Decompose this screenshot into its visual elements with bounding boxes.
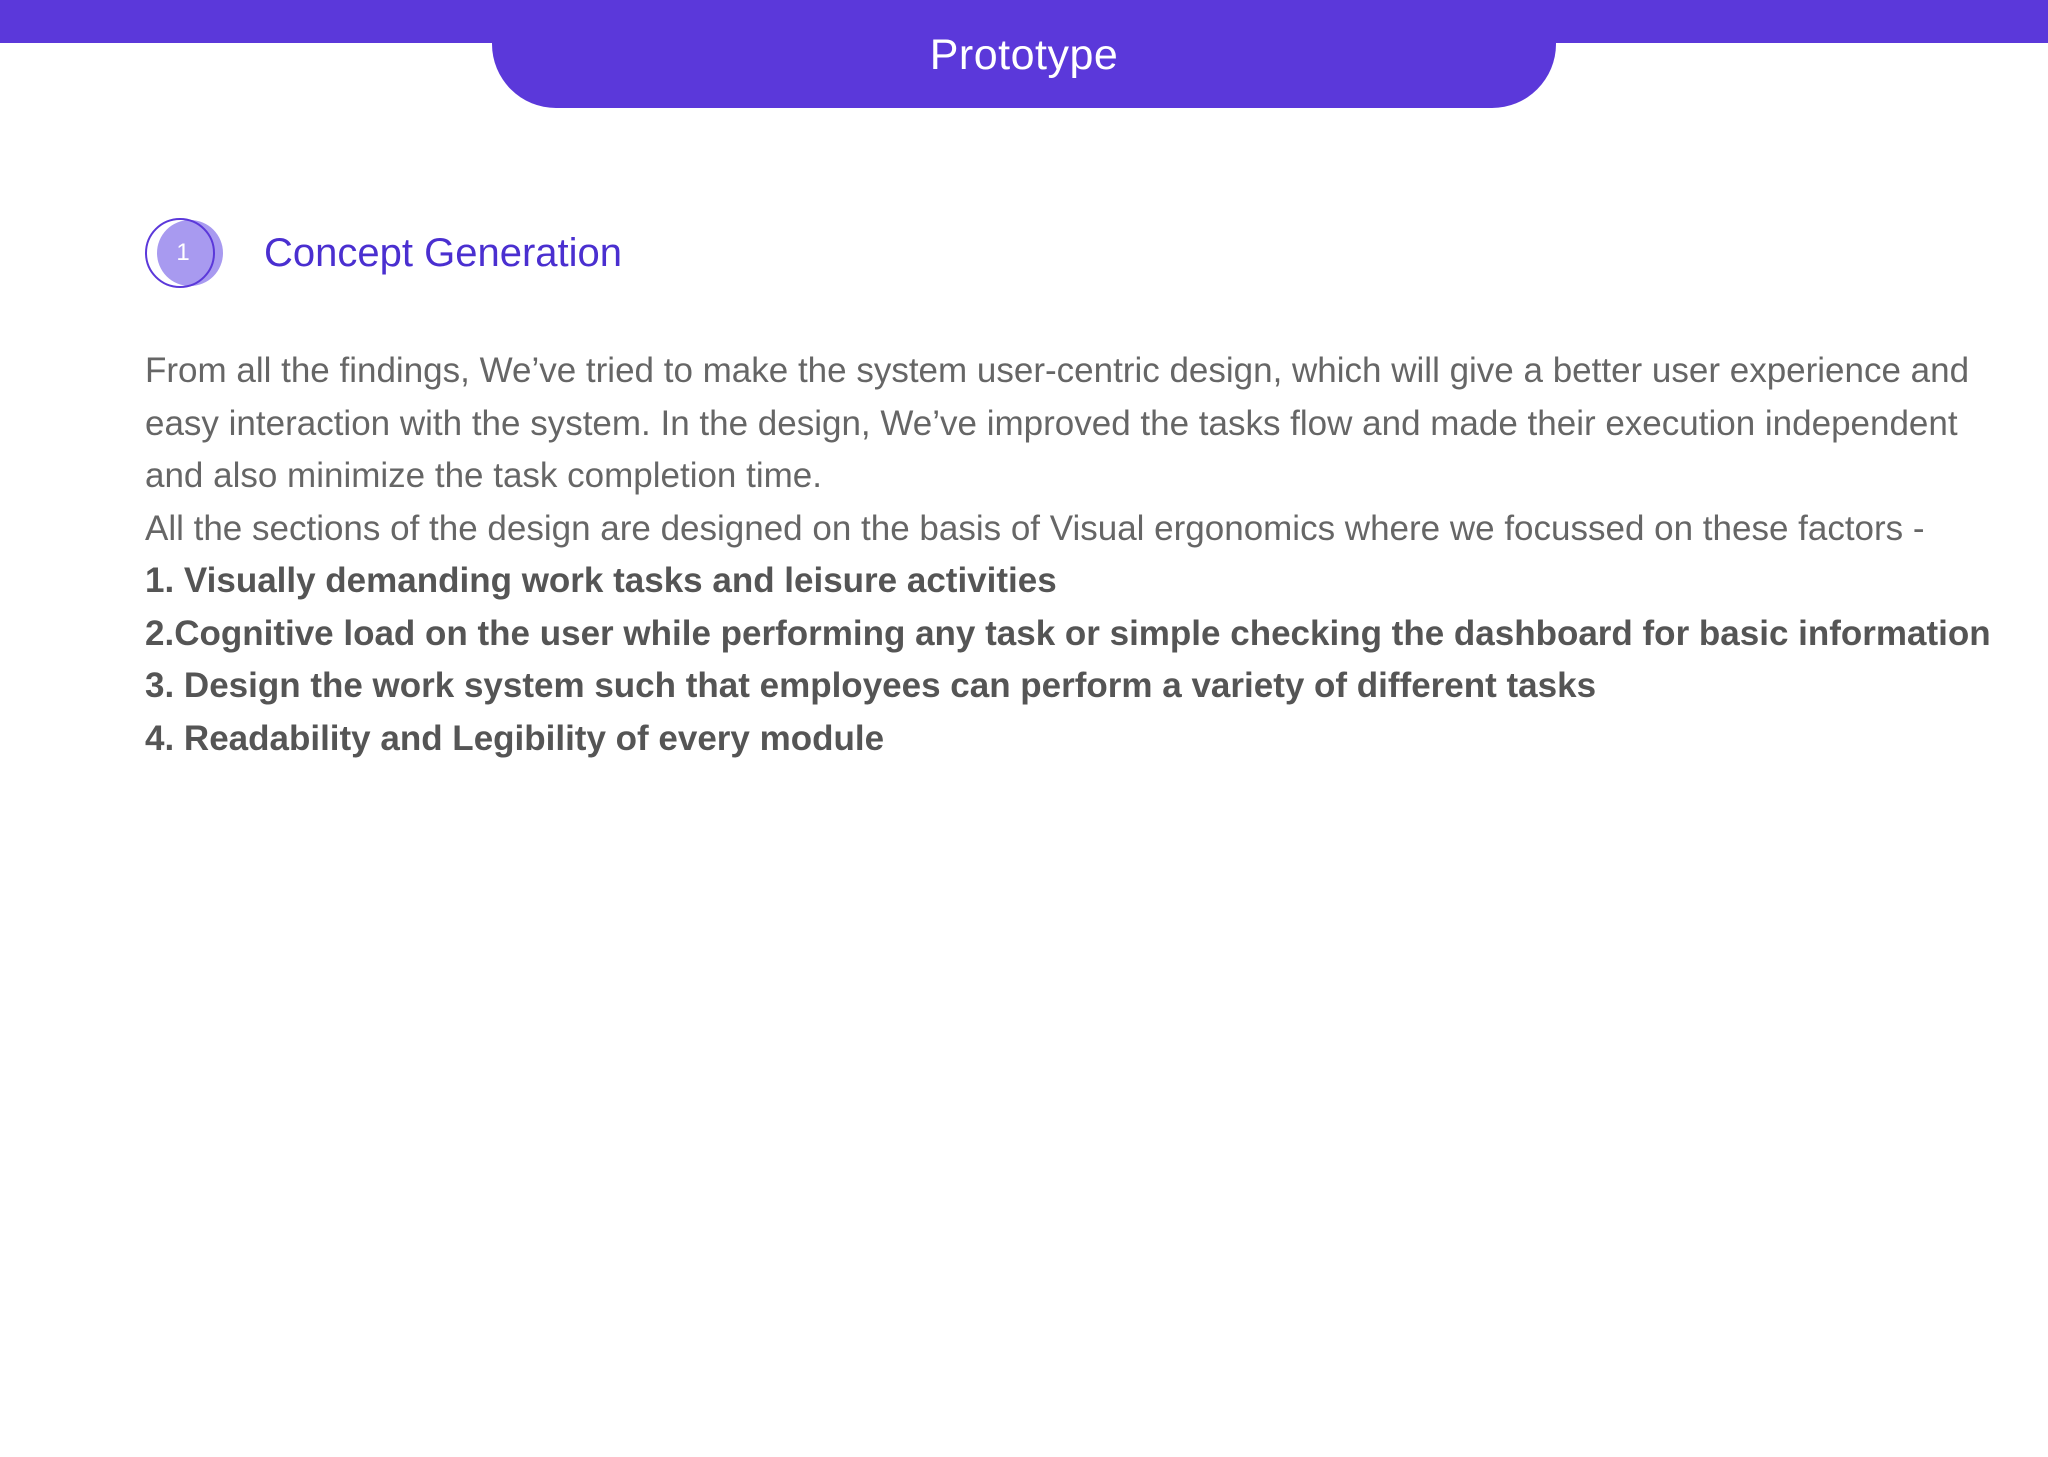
header-title-tab bbox=[492, 0, 1556, 108]
body-content bbox=[145, 345, 2005, 765]
factor-item: 1. Visually demanding work tasks and leisure activities bbox=[145, 561, 1057, 600]
section-heading: Concept Generation bbox=[264, 231, 623, 275]
ergonomics-paragraph: All the sections of the design are designed on the basis of Visual ergonomics where we focussed on these factors - bbox=[145, 508, 1925, 548]
page-title: Prototype bbox=[929, 30, 1119, 79]
factor-item: 3. Design the work system such that employees can perform a variety of different tasks bbox=[145, 666, 1597, 705]
factor-item: 2.Cognitive load on the user while performing any task or simple checking the dashboard for basic information bbox=[145, 613, 1991, 653]
step-number-badge bbox=[144, 217, 226, 289]
intro-paragraph: From all the findings, We’ve tried to make the system user-centric design, which will give a better user experience and easy interaction with the system. In the design, We’ve improved the tasks flow and made their execution independent and also minimize the task completion time. bbox=[145, 351, 1970, 495]
factor-item: 4. Readability and Legibility of every module bbox=[145, 718, 885, 758]
step-number: 1 bbox=[176, 239, 190, 266]
factor-list bbox=[145, 555, 2005, 765]
